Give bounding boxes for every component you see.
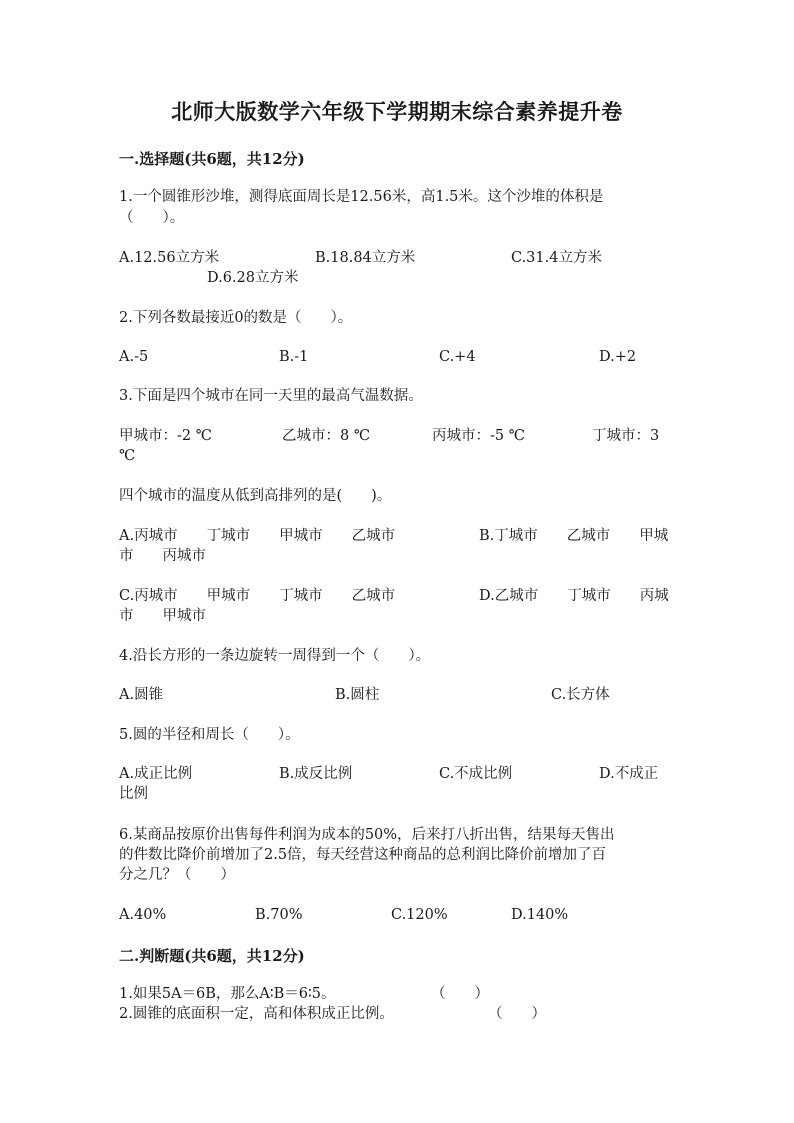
question-2-option-c: C.+4	[439, 349, 476, 365]
judgment-1-stem: 1.如果5A＝6B，那么A∶B＝6∶5。	[119, 986, 336, 1002]
question-4-option-a: A.圆锥	[119, 687, 164, 703]
question-6-stem-line-3: 分之几？（ ）	[119, 867, 235, 883]
question-6-option-a: A.40%	[119, 907, 167, 923]
question-3-sub-stem: 四个城市的温度从低到高排列的是( )。	[119, 488, 392, 504]
question-5-option-d: D.不成正	[599, 766, 659, 782]
question-3-option-d-cont: 市 甲城市	[119, 608, 206, 624]
question-1-stem-line-1: 1.一个圆锥形沙堆，测得底面周长是12.56米，高1.5米。这个沙堆的体积是	[119, 189, 604, 205]
question-3-option-c: C.丙城市 甲城市 丁城市 乙城市	[119, 588, 396, 604]
question-3-temp-ding: 丁城市：3	[592, 428, 660, 444]
question-2-option-b: B.-1	[279, 349, 309, 365]
question-1-option-a: A.12.56立方米	[119, 250, 220, 266]
question-2-option-a: A.-5	[119, 349, 149, 365]
question-3-option-b: B.丁城市 乙城市 甲城	[479, 528, 669, 544]
question-3-temp-jia: 甲城市：-2 ℃	[119, 428, 212, 444]
question-6-option-c: C.120%	[391, 907, 448, 923]
judgment-1-answer-blank[interactable]: （ ）	[431, 986, 489, 1002]
question-4-option-c: C.长方体	[551, 687, 610, 703]
question-1-stem-line-2: （ ）。	[119, 210, 185, 226]
question-2-option-d: D.+2	[599, 349, 637, 365]
question-3-temp-bing: 丙城市：-5 ℃	[432, 428, 525, 444]
judgment-2-answer-blank[interactable]: （ ）	[488, 1006, 546, 1022]
question-5-option-d-cont: 比例	[119, 786, 148, 802]
question-3-option-a: A.丙城市 丁城市 甲城市 乙城市	[119, 528, 396, 544]
question-3-temp-yi: 乙城市：8 ℃	[282, 428, 371, 444]
question-3-option-d: D.乙城市 丁城市 丙城	[479, 588, 669, 604]
question-3-stem: 3.下面是四个城市在同一天里的最高气温数据。	[119, 388, 423, 404]
question-5-option-c: C.不成比例	[439, 766, 513, 782]
question-1-option-c: C.31.4立方米	[511, 250, 602, 266]
section-heading-judgment: 二.判断题(共6题，共12分)	[119, 947, 305, 965]
question-3-option-b-cont: 市 丙城市	[119, 548, 206, 564]
question-3-temp-ding-unit: ℃	[119, 448, 136, 464]
question-4-stem: 4.沿长方形的一条边旋转一周得到一个（ ）。	[119, 648, 431, 664]
question-2-stem: 2.下列各数最接近0的数是（ ）。	[119, 310, 353, 326]
question-5-option-b: B.成反比例	[279, 766, 353, 782]
page-title: 北师大版数学六年级下学期期末综合素养提升卷	[171, 99, 623, 124]
question-6-stem-line-1: 6.某商品按原价出售每件利润为成本的50%，后来打八折出售，结果每天售出	[119, 827, 615, 843]
judgment-2-stem: 2.圆锥的底面积一定，高和体积成正比例。	[119, 1006, 394, 1022]
question-1-option-b: B.18.84立方米	[315, 250, 416, 266]
section-heading-choice: 一.选择题(共6题，共12分)	[119, 150, 305, 168]
question-5-option-a: A.成正比例	[119, 766, 193, 782]
question-6-option-b: B.70%	[255, 907, 303, 923]
question-5-stem: 5.圆的半径和周长（ ）。	[119, 727, 300, 743]
question-4-option-b: B.圆柱	[335, 687, 380, 703]
question-1-option-d: D.6.28立方米	[207, 270, 299, 286]
question-6-option-d: D.140%	[511, 907, 569, 923]
question-6-stem-line-2: 的件数比降价前增加了2.5倍，每天经营这种商品的总利润比降价前增加了百	[119, 847, 607, 863]
